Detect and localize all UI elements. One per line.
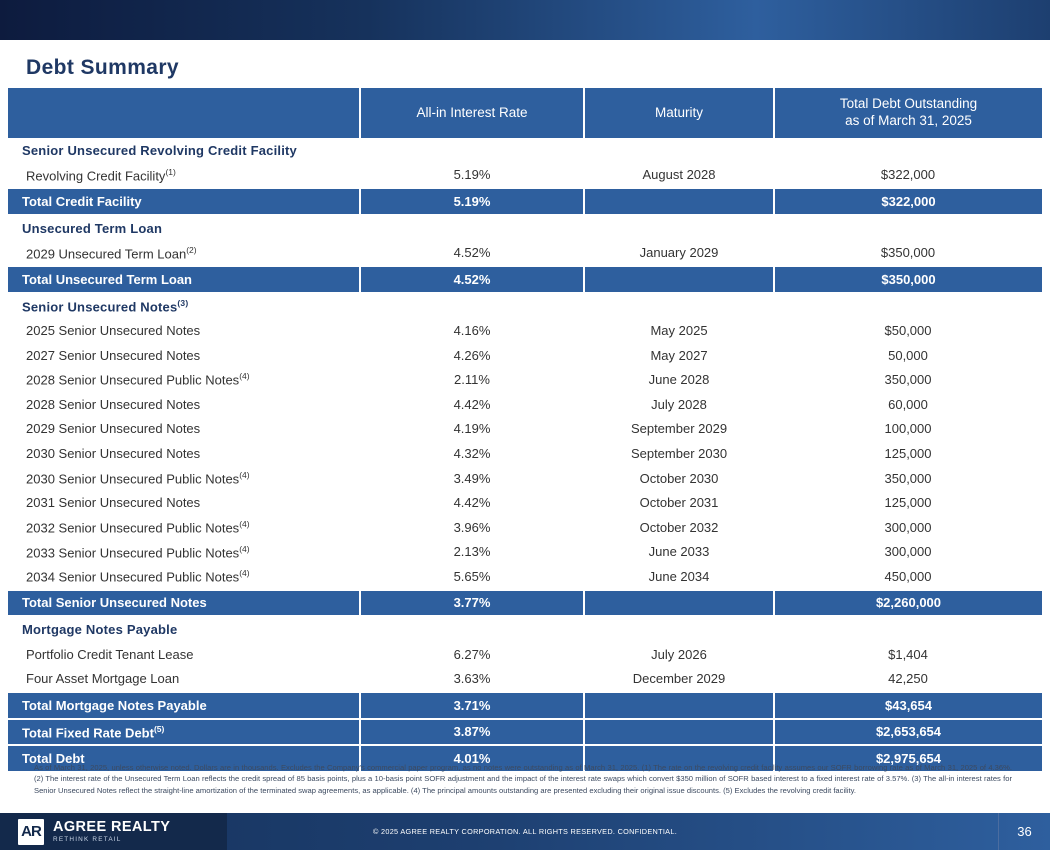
row-maturity: July 2026 bbox=[651, 646, 707, 662]
table-header-total-debt-line1: Total Debt Outstanding bbox=[839, 96, 978, 112]
table-body bbox=[8, 138, 1042, 772]
table-row bbox=[8, 466, 1042, 491]
row-maturity bbox=[584, 188, 774, 215]
table-row bbox=[8, 367, 1042, 392]
row-amount: 350,000 bbox=[884, 372, 932, 388]
row-label: 2030 Senior Unsecured Public Notes$^{(4)}$ bbox=[26, 469, 250, 487]
table-row bbox=[8, 215, 1042, 241]
page-title: Debt Summary bbox=[26, 56, 180, 79]
logo-mark-icon: AR bbox=[18, 819, 44, 845]
row-amount: 100,000 bbox=[884, 421, 932, 437]
row-maturity: August 2028 bbox=[642, 167, 716, 183]
table-header-maturity: Maturity bbox=[584, 88, 774, 138]
table-header-total-debt-line2: as of March 31, 2025 bbox=[845, 113, 972, 128]
row-label: 2034 Senior Unsecured Public Notes$^{(4)}$ bbox=[26, 568, 250, 585]
row-interest-rate bbox=[360, 616, 584, 642]
row-maturity: October 2031 bbox=[639, 495, 719, 511]
row-label: Total Unsecured Term Loan bbox=[8, 266, 360, 293]
row-label: Total Credit Facility bbox=[8, 188, 360, 215]
row-interest-rate: 2.11% bbox=[454, 372, 490, 388]
row-interest-rate: 3.87% bbox=[360, 719, 584, 746]
table-row bbox=[8, 590, 1042, 617]
top-gradient-bar bbox=[0, 0, 1050, 40]
row-amount: $350,000 bbox=[880, 245, 936, 261]
row-interest-rate bbox=[360, 138, 584, 163]
row-label: 2025 Senior Unsecured Notes bbox=[26, 322, 201, 338]
debt-summary-table-container bbox=[8, 88, 1042, 773]
row-interest-rate: 4.52% bbox=[360, 266, 584, 293]
row-maturity bbox=[584, 138, 774, 163]
row-amount: 125,000 bbox=[884, 495, 932, 511]
table-header-interest-rate: All-in Interest Rate bbox=[360, 88, 584, 138]
row-amount: 350,000 bbox=[884, 470, 932, 486]
row-amount: 50,000 bbox=[888, 347, 928, 363]
row-label: Portfolio Credit Tenant Lease bbox=[26, 646, 194, 662]
row-label: Total Fixed Rate Debt$^{(5)}$ bbox=[8, 719, 360, 746]
row-maturity bbox=[584, 692, 774, 719]
row-label: 2028 Senior Unsecured Notes bbox=[26, 396, 201, 412]
table-row bbox=[8, 540, 1042, 565]
row-amount: 450,000 bbox=[884, 568, 932, 584]
row-amount bbox=[774, 616, 1042, 642]
table-row bbox=[8, 564, 1042, 590]
row-label: 2028 Senior Unsecured Public Notes$^{(4)}$ bbox=[26, 371, 250, 388]
row-amount: $2,653,654 bbox=[774, 719, 1042, 746]
table-row bbox=[8, 642, 1042, 667]
table-header-total-debt bbox=[774, 88, 1042, 138]
table-row bbox=[8, 692, 1042, 719]
row-label: 2031 Senior Unsecured Notes bbox=[26, 495, 201, 511]
row-label: 2029 Unsecured Term Loan$^{(2)}$ bbox=[26, 244, 197, 261]
footnote-marker: (3) bbox=[177, 297, 189, 308]
row-interest-rate bbox=[360, 293, 584, 319]
footnote-marker: (4) bbox=[239, 371, 250, 382]
table-row bbox=[8, 266, 1042, 293]
row-amount: 42,250 bbox=[888, 671, 928, 687]
row-interest-rate: 3.77% bbox=[360, 590, 584, 617]
row-interest-rate: 4.52% bbox=[453, 245, 491, 261]
row-maturity: July 2028 bbox=[651, 396, 707, 412]
footnote-marker: (1) bbox=[165, 166, 176, 177]
row-interest-rate: 6.27% bbox=[453, 646, 491, 662]
row-label: Total Mortgage Notes Payable bbox=[8, 692, 360, 719]
row-maturity bbox=[584, 590, 774, 617]
row-interest-rate: 4.16% bbox=[453, 322, 491, 338]
row-maturity: September 2030 bbox=[630, 445, 728, 461]
row-amount: $350,000 bbox=[774, 266, 1042, 293]
row-label: Unsecured Term Loan bbox=[22, 220, 163, 236]
table-row bbox=[8, 616, 1042, 642]
footnotes: As of March 31, 2025, unless otherwise noted. Dollars are in thousands. Excludes the Company's commercial paper program, as no notes were outstanding as of March 31, 2025. (1) The rate on the revolving credit facility assumes our SOFR borrowing rate as of March 31, 2025 of 4.36%. (2) The interest rate of the Unsecured Term Loan reflects the credit spread of 85 basis points, plus a 10-basis point SOFR adjustment and the impact of the interest rate swaps which convert $350 million of SOFR based interest to a fixed interest rate of 3.57%. (3) The all-in interest rates for Senior Unsecured Notes reflect the straight-line amortization of the terminated swap agreements, as applicable. (4) The principal amounts outstanding are presented excluding their original issue discounts. (5) Excludes the revolving credit facility. bbox=[34, 763, 1012, 795]
table-row bbox=[8, 240, 1042, 266]
row-maturity: June 2028 bbox=[648, 372, 710, 388]
logo-company-name: AGREE REALTY bbox=[53, 818, 171, 835]
row-maturity: October 2030 bbox=[639, 470, 719, 486]
row-amount: 125,000 bbox=[884, 445, 932, 461]
row-label: Total Senior Unsecured Notes bbox=[8, 590, 360, 617]
row-label: 2030 Senior Unsecured Notes bbox=[26, 445, 201, 461]
table-row bbox=[8, 138, 1042, 163]
table-row bbox=[8, 293, 1042, 319]
table-row bbox=[8, 441, 1042, 466]
row-label: 2027 Senior Unsecured Notes bbox=[26, 347, 201, 363]
debt-summary-table bbox=[8, 88, 1042, 773]
page-number: 36 bbox=[998, 813, 1050, 850]
row-label: 2033 Senior Unsecured Public Notes$^{(4)}$ bbox=[26, 543, 250, 560]
row-amount: $1,404 bbox=[888, 646, 928, 662]
table-header bbox=[8, 88, 1042, 138]
row-maturity bbox=[584, 719, 774, 746]
row-maturity: May 2025 bbox=[650, 322, 708, 338]
footnote-marker: (4) bbox=[239, 469, 250, 480]
row-interest-rate: 3.49% bbox=[453, 470, 491, 486]
row-interest-rate: 4.01% bbox=[360, 745, 584, 772]
row-interest-rate: 4.42% bbox=[453, 396, 491, 412]
row-amount: $322,000 bbox=[880, 167, 936, 183]
table-row bbox=[8, 343, 1042, 368]
row-maturity: June 2033 bbox=[648, 544, 710, 560]
row-label: Total Debt bbox=[8, 745, 360, 772]
row-maturity bbox=[584, 266, 774, 293]
row-maturity: May 2027 bbox=[650, 347, 708, 363]
table-row bbox=[8, 719, 1042, 746]
row-interest-rate: 4.26% bbox=[453, 347, 491, 363]
company-logo bbox=[0, 813, 227, 850]
row-maturity bbox=[584, 616, 774, 642]
table-row bbox=[8, 392, 1042, 417]
logo-tagline: RETHINK RETAIL bbox=[53, 836, 122, 844]
row-label: Senior Unsecured Revolving Credit Facility bbox=[22, 142, 297, 158]
row-label: Senior Unsecured Notes$^{(3)}$ bbox=[22, 297, 189, 315]
footnote-marker: (5) bbox=[153, 723, 165, 734]
table-row bbox=[8, 417, 1042, 442]
row-interest-rate: 5.19% bbox=[360, 188, 584, 215]
row-maturity: September 2029 bbox=[630, 421, 728, 437]
row-amount bbox=[774, 215, 1042, 241]
copyright-text: © 2025 AGREE REALTY CORPORATION. ALL RIGHTS RESERVED. CONFIDENTIAL. bbox=[372, 827, 678, 836]
table-row bbox=[8, 163, 1042, 189]
table-row bbox=[8, 490, 1042, 515]
row-amount bbox=[774, 293, 1042, 319]
row-label: Revolving Credit Facility$^{(1)}$ bbox=[26, 166, 176, 184]
row-interest-rate: 3.71% bbox=[360, 692, 584, 719]
row-maturity bbox=[584, 215, 774, 241]
row-amount: $50,000 bbox=[884, 322, 932, 338]
table-row bbox=[8, 666, 1042, 692]
row-amount bbox=[774, 138, 1042, 163]
row-amount: 300,000 bbox=[884, 519, 932, 535]
row-maturity bbox=[584, 293, 774, 319]
footnote-marker: (4) bbox=[239, 568, 250, 579]
row-amount: 60,000 bbox=[888, 396, 928, 412]
footnote-marker: (2) bbox=[186, 244, 197, 255]
row-maturity: December 2029 bbox=[632, 671, 726, 687]
row-interest-rate: 3.96% bbox=[453, 519, 491, 535]
row-amount: $2,260,000 bbox=[774, 590, 1042, 617]
table-row bbox=[8, 515, 1042, 540]
row-interest-rate: 4.19% bbox=[453, 421, 491, 437]
row-interest-rate: 4.32% bbox=[453, 445, 491, 461]
row-amount: $2,975,654 bbox=[774, 745, 1042, 772]
row-maturity: January 2029 bbox=[639, 245, 719, 261]
table-header-blank bbox=[8, 88, 360, 138]
row-interest-rate: 2.13% bbox=[453, 544, 491, 560]
row-maturity: June 2034 bbox=[648, 568, 710, 584]
row-amount: $43,654 bbox=[774, 692, 1042, 719]
table-row bbox=[8, 318, 1042, 343]
row-label: 2032 Senior Unsecured Public Notes$^{(4)}$ bbox=[26, 519, 250, 536]
row-interest-rate: 5.19% bbox=[453, 167, 491, 183]
row-amount: $322,000 bbox=[774, 188, 1042, 215]
row-label: 2029 Senior Unsecured Notes bbox=[26, 421, 201, 437]
row-interest-rate: 5.65% bbox=[453, 568, 491, 584]
row-label: Mortgage Notes Payable bbox=[22, 622, 178, 638]
row-interest-rate bbox=[360, 215, 584, 241]
table-row bbox=[8, 188, 1042, 215]
row-maturity: October 2032 bbox=[639, 519, 719, 535]
row-amount: 300,000 bbox=[884, 544, 932, 560]
row-interest-rate: 3.63% bbox=[453, 671, 491, 687]
row-interest-rate: 4.42% bbox=[453, 495, 491, 511]
row-label: Four Asset Mortgage Loan bbox=[26, 671, 180, 687]
footnote-marker: (4) bbox=[239, 519, 250, 530]
footnote-marker: (4) bbox=[239, 543, 250, 554]
